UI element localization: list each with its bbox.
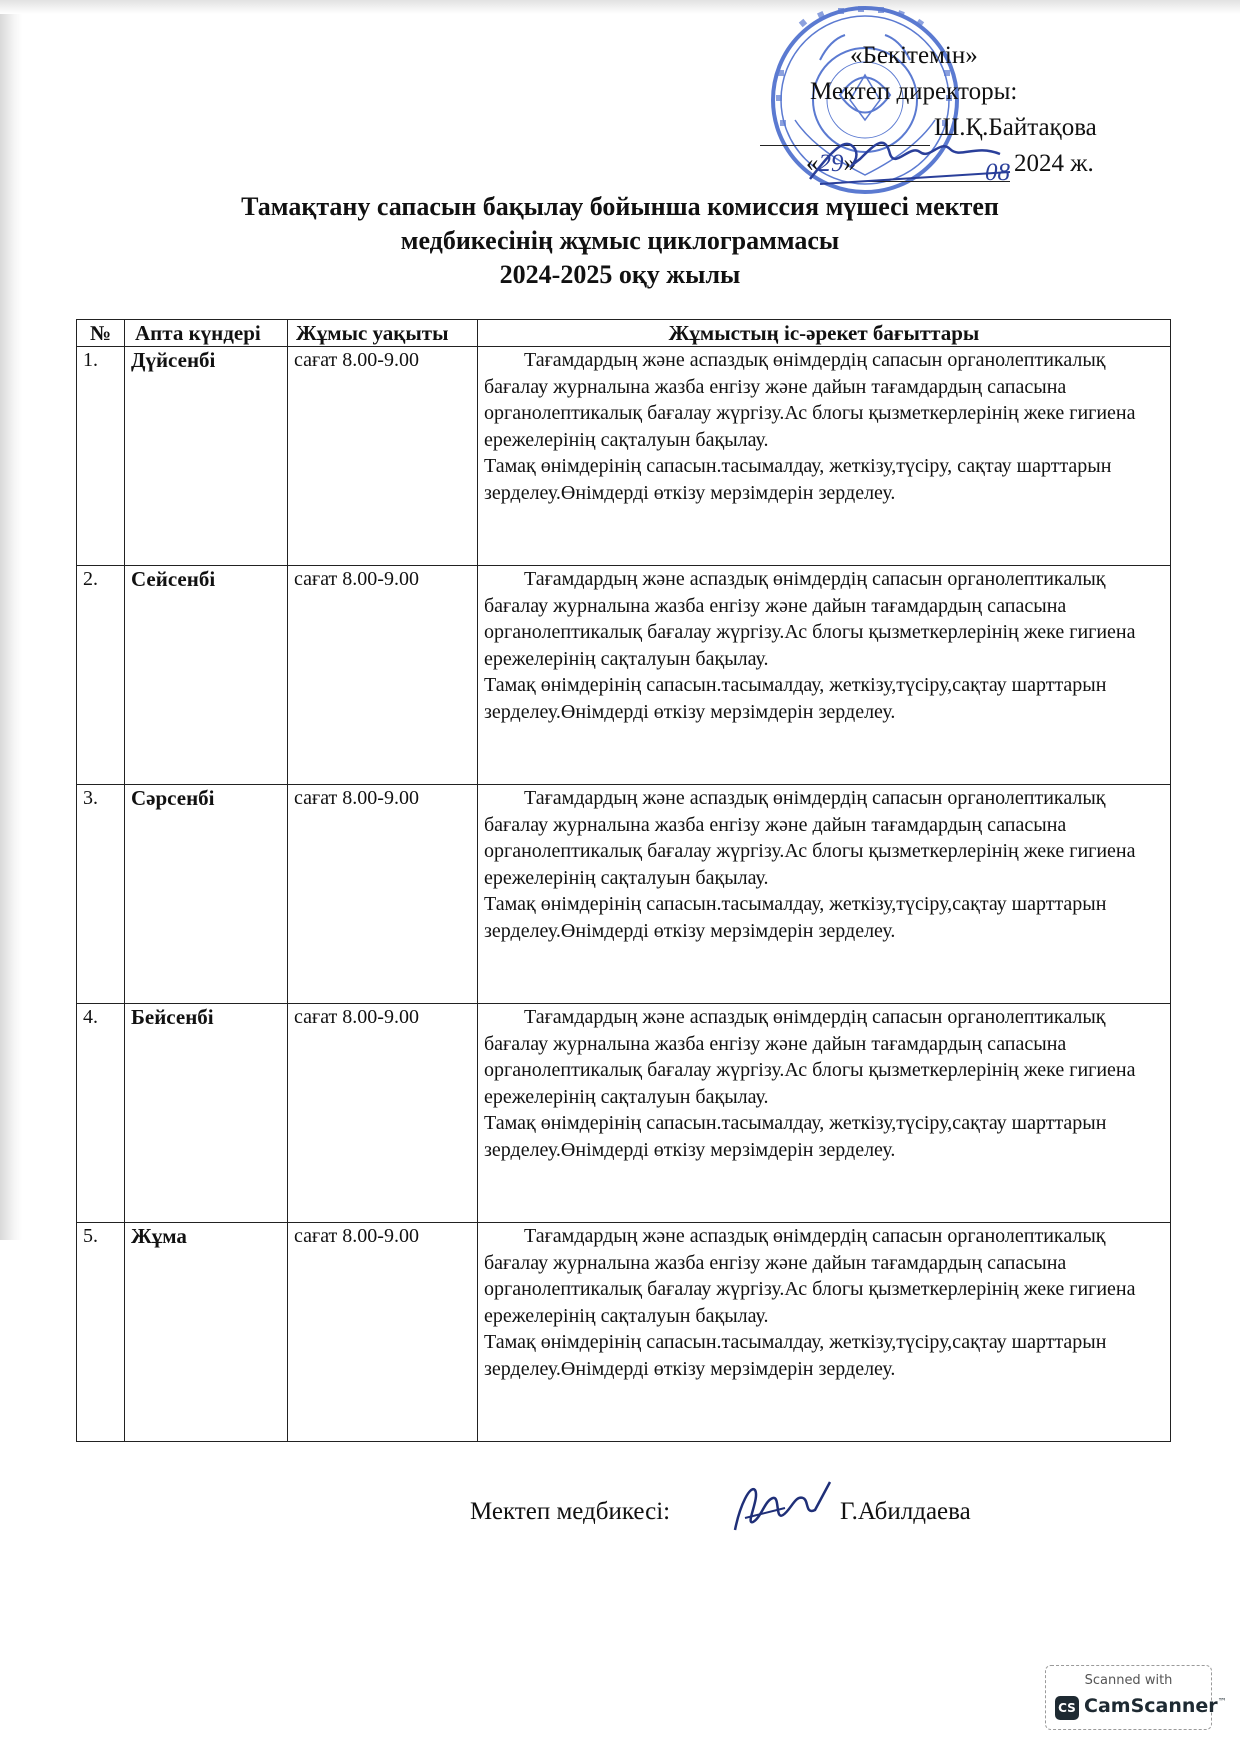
activity-paragraph-1: Тағамдардың және аспаздық өнімдердің сапасын органолептикалық бағалау журналына жазба енгізу және дайын тағамдардың сапасына органолептикалық бағалау жүргізу.Ас блогы қызметкерлерінің жеке гигиена ережелерінің сақталуын бақылау.	[484, 1006, 1136, 1108]
header-work-time: Жұмыс уақыты	[288, 320, 478, 347]
activity-paragraph-1: Тағамдардың және аспаздық өнімдердің сапасын органолептикалық бағалау журналына жазба енгізу және дайын тағамдардың сапасына органолептикалық бағалау жүргізу.Ас блогы қызметкерлерінің жеке гигиена ережелерінің сақталуын бақылау.	[484, 568, 1136, 670]
date-open-quote: «	[806, 150, 819, 177]
camscanner-logo-icon: CS	[1055, 1696, 1079, 1720]
date-month: 08	[985, 159, 1010, 186]
table-row	[77, 1223, 1171, 1442]
row-time: сағат 8.00-9.00	[288, 347, 478, 566]
table-row	[77, 347, 1171, 566]
row-activity	[478, 785, 1171, 1004]
title-line-1: Тамақтану сапасын бақылау бойынша комиссия мүшесі мектеп	[241, 192, 999, 221]
row-activity	[478, 566, 1171, 785]
row-number: 5.	[77, 1223, 125, 1442]
row-number: 4.	[77, 1004, 125, 1223]
camscanner-badge	[1045, 1665, 1227, 1730]
activity-paragraph-1: Тағамдардың және аспаздық өнімдердің сапасын органолептикалық бағалау журналына жазба енгізу және дайын тағамдардың сапасына органолептикалық бағалау жүргізу.Ас блогы қызметкерлерінің жеке гигиена ережелерінің сақталуын бақылау.	[484, 349, 1136, 451]
row-weekday: Сәрсенбі	[125, 785, 288, 1004]
table-row	[77, 566, 1171, 785]
date-close-quote: »	[843, 150, 856, 177]
activity-paragraph-2: Тамақ өнімдерінің сапасын.тасымалдау, жеткізу,түсіру,сақтау шарттарын зерделеу.Өнімдерді өткізу мерзімдерін зерделеу.	[484, 1112, 1107, 1161]
document-title	[0, 190, 1240, 292]
header-weekday: Апта күндері	[125, 320, 288, 347]
director-name: Ш.Қ.Байтақова	[934, 114, 1097, 141]
badge-app-name: CamScanner	[1084, 1695, 1218, 1717]
activity-paragraph-2: Тамақ өнімдерінің сапасын.тасымалдау, жеткізу,түсіру, сақтау шарттарын зерделеу.Өнімдерді өткізу мерзімдерін зерделеу.	[484, 455, 1112, 504]
row-activity	[478, 347, 1171, 566]
scan-top-shadow	[0, 0, 1240, 14]
row-weekday: Жұма	[125, 1223, 288, 1442]
row-time: сағат 8.00-9.00	[288, 566, 478, 785]
row-number: 1.	[77, 347, 125, 566]
approval-heading: «Бекітемін»	[850, 42, 978, 69]
badge-trademark: ™	[1217, 1697, 1227, 1708]
row-number: 2.	[77, 566, 125, 785]
scan-edge-shadow	[0, 0, 22, 1240]
date-year: 2024 ж.	[1014, 150, 1094, 177]
row-activity	[478, 1004, 1171, 1223]
approval-position: Мектеп директоры:	[810, 78, 1018, 105]
table-row	[77, 1004, 1171, 1223]
header-activities: Жұмыстың іс-әрекет бағыттары	[478, 320, 1171, 347]
activity-paragraph-2: Тамақ өнімдерінің сапасын.тасымалдау, жеткізу,түсіру,сақтау шарттарын зерделеу.Өнімдерді өткізу мерзімдерін зерделеу.	[484, 674, 1107, 723]
approval-block	[760, 38, 1220, 186]
row-weekday: Дүйсенбі	[125, 347, 288, 566]
activity-paragraph-1: Тағамдардың және аспаздық өнімдердің сапасын органолептикалық бағалау журналына жазба енгізу және дайын тағамдардың сапасына органолептикалық бағалау жүргізу.Ас блогы қызметкерлерінің жеке гигиена ережелерінің сақталуын бақылау.	[484, 787, 1136, 889]
nurse-label: Мектеп медбикесі:	[470, 1498, 671, 1525]
row-number: 3.	[77, 785, 125, 1004]
header-number: №	[77, 320, 125, 347]
title-line-3: 2024-2025 оқу жылы	[499, 260, 741, 289]
activity-paragraph-1: Тағамдардың және аспаздық өнімдердің сапасын органолептикалық бағалау журналына жазба енгізу және дайын тағамдардың сапасына органолептикалық бағалау жүргізу.Ас блогы қызметкерлерінің жеке гигиена ережелерінің сақталуын бақылау.	[484, 1225, 1136, 1327]
row-time: сағат 8.00-9.00	[288, 1223, 478, 1442]
row-weekday: Сейсенбі	[125, 566, 288, 785]
row-time: сағат 8.00-9.00	[288, 1004, 478, 1223]
title-line-2: медбикесінің жұмыс циклограммасы	[400, 226, 840, 255]
badge-name	[1084, 1695, 1227, 1717]
nurse-name: Г.Абилдаева	[840, 1498, 971, 1525]
date-day: 29	[818, 150, 844, 177]
row-weekday: Бейсенбі	[125, 1004, 288, 1223]
row-activity	[478, 1223, 1171, 1442]
table-row	[77, 785, 1171, 1004]
activity-paragraph-2: Тамақ өнімдерінің сапасын.тасымалдау, жеткізу,түсіру,сақтау шарттарын зерделеу.Өнімдерді өткізу мерзімдерін зерделеу.	[484, 1331, 1107, 1380]
cyclogram-table	[76, 319, 1171, 1442]
table-header-row	[77, 320, 1171, 347]
badge-caption: Scanned with	[1084, 1673, 1173, 1688]
activity-paragraph-2: Тамақ өнімдерінің сапасын.тасымалдау, жеткізу,түсіру,сақтау шарттарын зерделеу.Өнімдерді өткізу мерзімдерін зерделеу.	[484, 893, 1107, 942]
row-time: сағат 8.00-9.00	[288, 785, 478, 1004]
nurse-signature-image	[725, 1470, 835, 1540]
director-signature-image	[800, 114, 1020, 194]
